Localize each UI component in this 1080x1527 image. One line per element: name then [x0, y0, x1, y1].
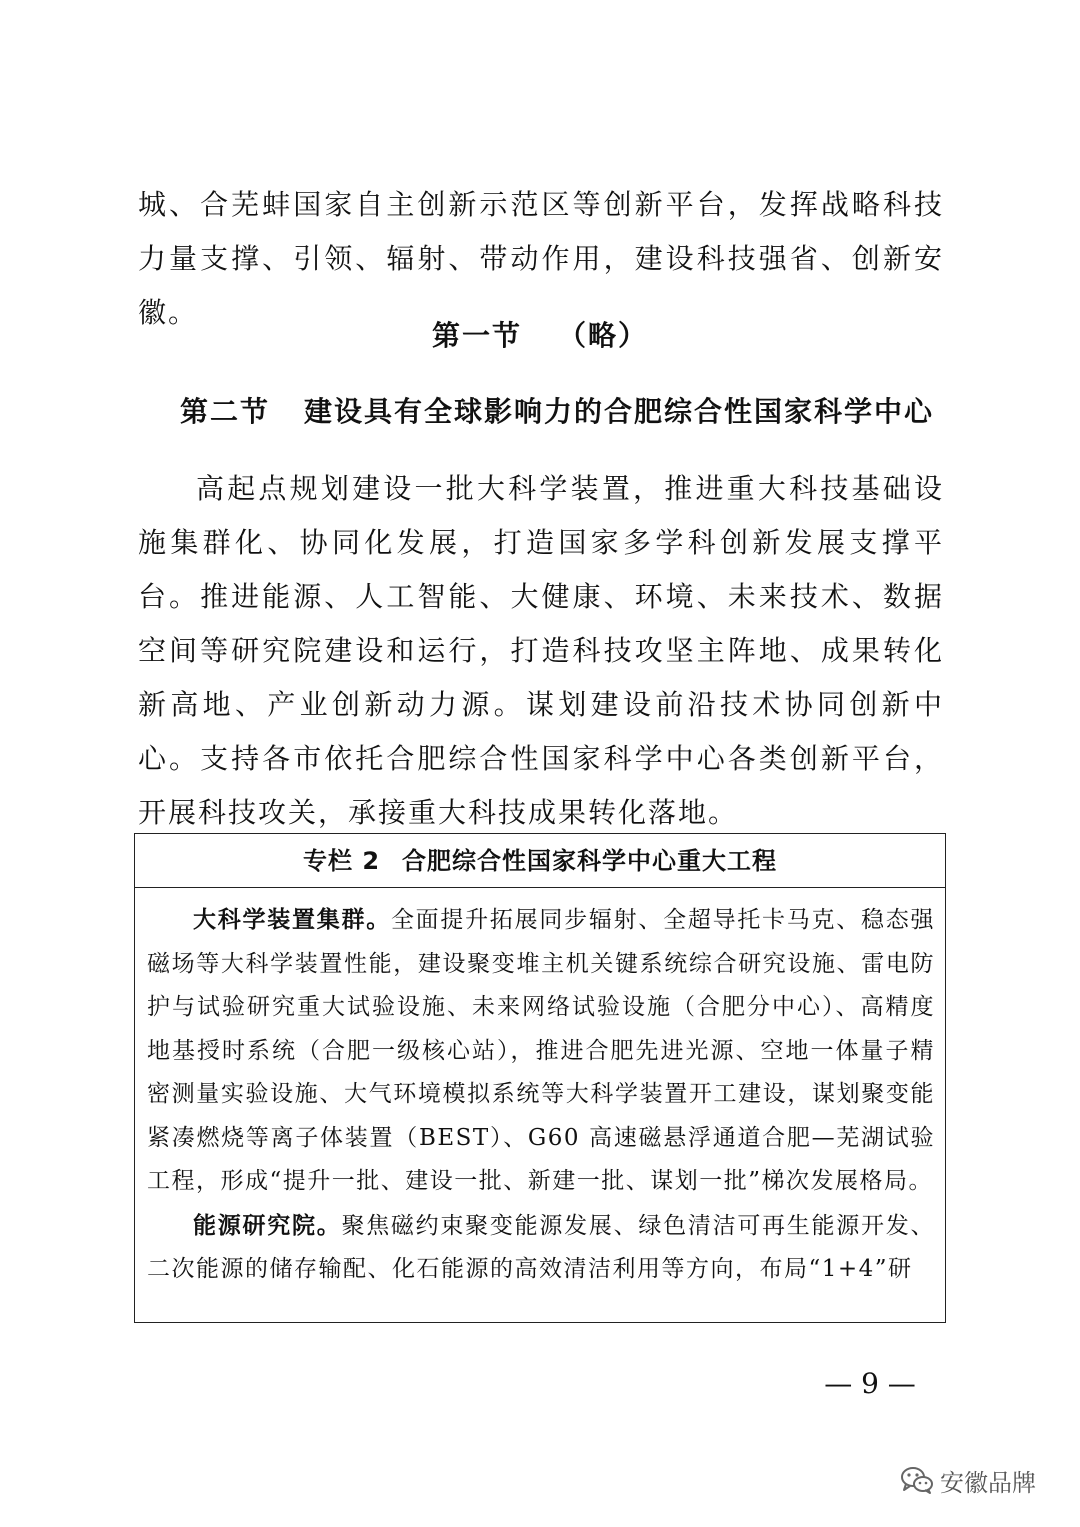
- wechat-icon: [900, 1465, 934, 1495]
- intro-paragraph: 城、合芜蚌国家自主创新示范区等创新平台，发挥战略科技力量支撑、引领、辐射、带动作用，建设科技强省、创新安徽。: [138, 188, 944, 329]
- column-item-lead: 能源研究院。: [193, 1211, 342, 1239]
- column-item-lead: 大科学装置集群。: [193, 906, 391, 933]
- section-1-title: （略）: [558, 319, 649, 352]
- section-2-title: 建设具有全球影响力的合肥综合性国家科学中心: [304, 395, 935, 428]
- page-number: — 9 —: [824, 1367, 916, 1400]
- column-box-header: [135, 834, 945, 888]
- watermark-text: 安徽品牌: [940, 1468, 1036, 1497]
- column-item-energy-institute: [147, 1204, 935, 1292]
- watermark: [900, 1462, 1036, 1498]
- column-item-text: 全面提升拓展同步辐射、全超导托卡马克、稳态强磁场等大科学装置性能，建设聚变堆主机关键系统综合研究设施、雷电防护与试验研究重大试验设施、未来网络试验设施（合肥分中心）、高精度地基授时系统（合肥一级核心站），推进合肥先进光源、空地一体量子精密测量实验设施、大气环境模拟系统等大科学装置开工建设，谋划聚变能紧凑燃烧等离子体装置（BEST）、G60 高速磁悬浮通道合肥—芜湖试验工程，形成“提升一批、建设一批、新建一批、谋划一批”梯次发展格局。: [147, 907, 936, 1194]
- column-box-body: [135, 888, 945, 1292]
- column-box-label: 专栏 2: [302, 847, 381, 875]
- column-item-large-facilities: [147, 898, 935, 1204]
- section-1-number: 第一节: [431, 319, 522, 352]
- section-1-heading: [0, 316, 1080, 356]
- section-2-number: 第二节: [180, 395, 271, 428]
- column-box-title: 合肥综合性国家科学中心重大工程: [402, 847, 778, 875]
- column-box: [134, 833, 946, 1323]
- section-2-heading: [180, 392, 934, 432]
- column-item-text: 聚焦磁约束聚变能源发展、绿色清洁可再生能源开发、二次能源的储存输配、化石能源的高效清洁利用等方向，布局“1+4”研: [147, 1212, 936, 1282]
- section-2-paragraph: 高起点规划建设一批大科学装置，推进重大科技基础设施集群化、协同化发展，打造国家多学科创新发展支撑平台。推进能源、人工智能、大健康、环境、未来技术、数据空间等研究院建设和运行，打造科技攻坚主阵地、成果转化新高地、产业创新动力源。谋划建设前沿技术协同创新中心。支持各市依托合肥综合性国家科学中心各类创新平台，开展科技攻关，承接重大科技成果转化落地。: [138, 472, 944, 829]
